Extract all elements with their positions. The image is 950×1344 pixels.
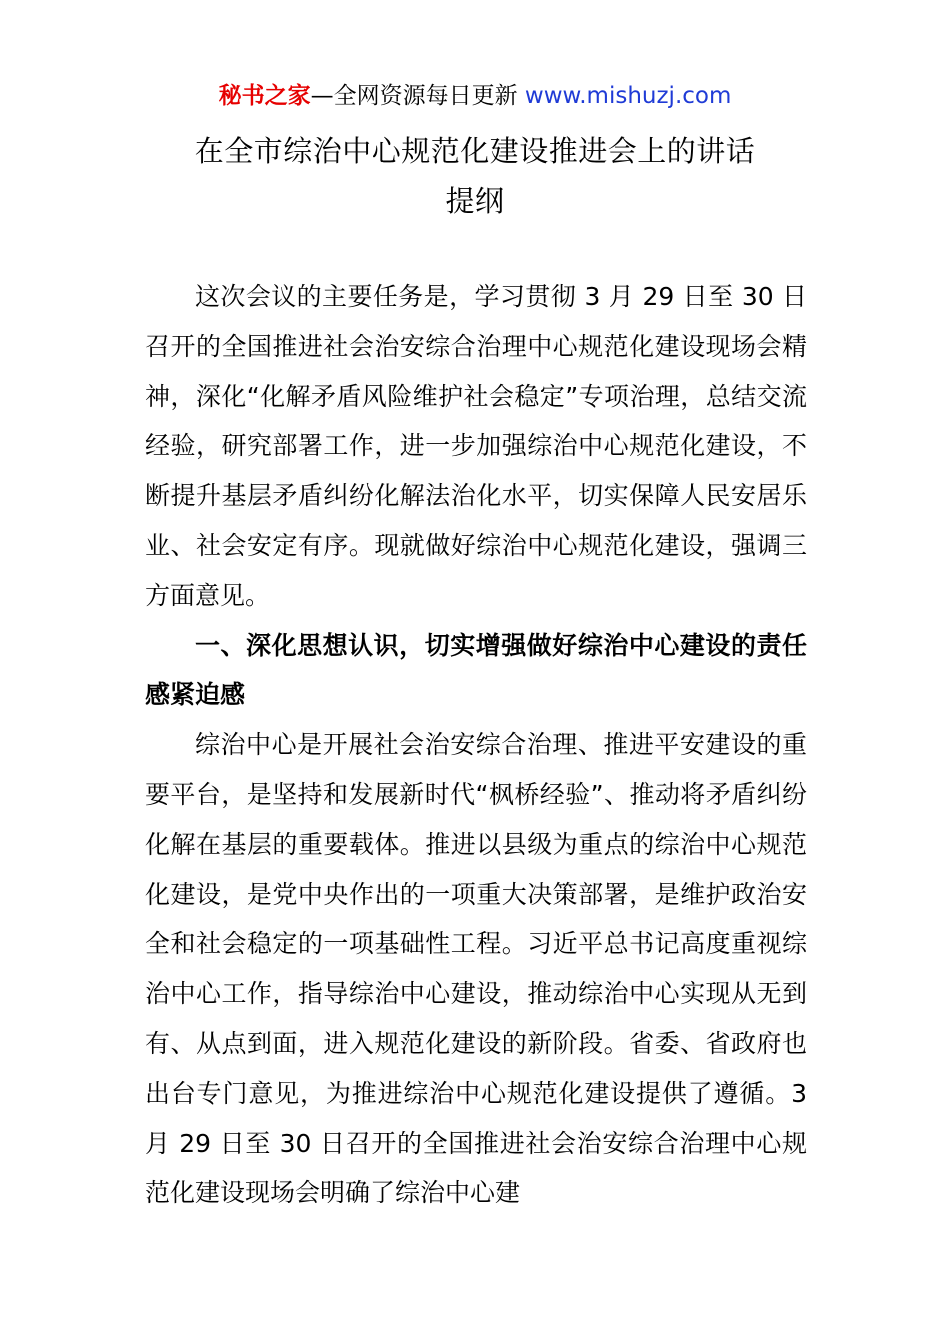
brand-name: 秘书之家 bbox=[218, 83, 311, 109]
site-tagline: —全网资源每日更新 bbox=[310, 83, 525, 109]
paragraph-section-1: 综治中心是开展社会治安综合治理、推进平安建设的重要平台，是坚持和发展新时代“枫桥经验”、推动将矛盾纠纷化解在基层的重要载体。推进以县级为重点的综治中心规范化建设，是党中央作出的一项重大决策部署，是维护政治安全和社会稳定的一项基础性工程。习近平总书记高度重视综治中心工作，指导综治中心建设，推动综治中心实现从无到有、从点到面，进入规范化建设的新阶段。省委、省政府也出台专门意见，为推进综治中心规范化建设提供了遵循。3 月 29 日至 30 日召开的全国推进社会治安综合治理中心规范化建设现场会明确了综治中心建 bbox=[145, 730, 807, 1208]
document-title bbox=[0, 126, 950, 226]
paragraph-intro: 这次会议的主要任务是，学习贯彻 3 月 29 日至 30 日召开的全国推进社会治安综合治理中心规范化建设现场会精神，深化“化解矛盾风险维护社会稳定”专项治理，总结交流经验，研究部署工作，进一步加强综治中心规范化建设，不断提升基层矛盾纠纷化解法治化水平，切实保障人民安居乐业、社会安定有序。现就做好综治中心规范化建设，强调三方面意见。 bbox=[145, 282, 807, 610]
site-url-link[interactable]: www.mishuzj.com bbox=[524, 83, 732, 109]
section-heading-1: 一、深化思想认识，切实增强做好综治中心建设的责任感紧迫感 bbox=[145, 630, 807, 710]
title-line-2: 提纲 bbox=[445, 184, 505, 218]
site-header bbox=[0, 80, 950, 112]
document-body bbox=[145, 272, 807, 1218]
title-line-1: 在全市综治中心规范化建设推进会上的讲话 bbox=[194, 134, 756, 168]
